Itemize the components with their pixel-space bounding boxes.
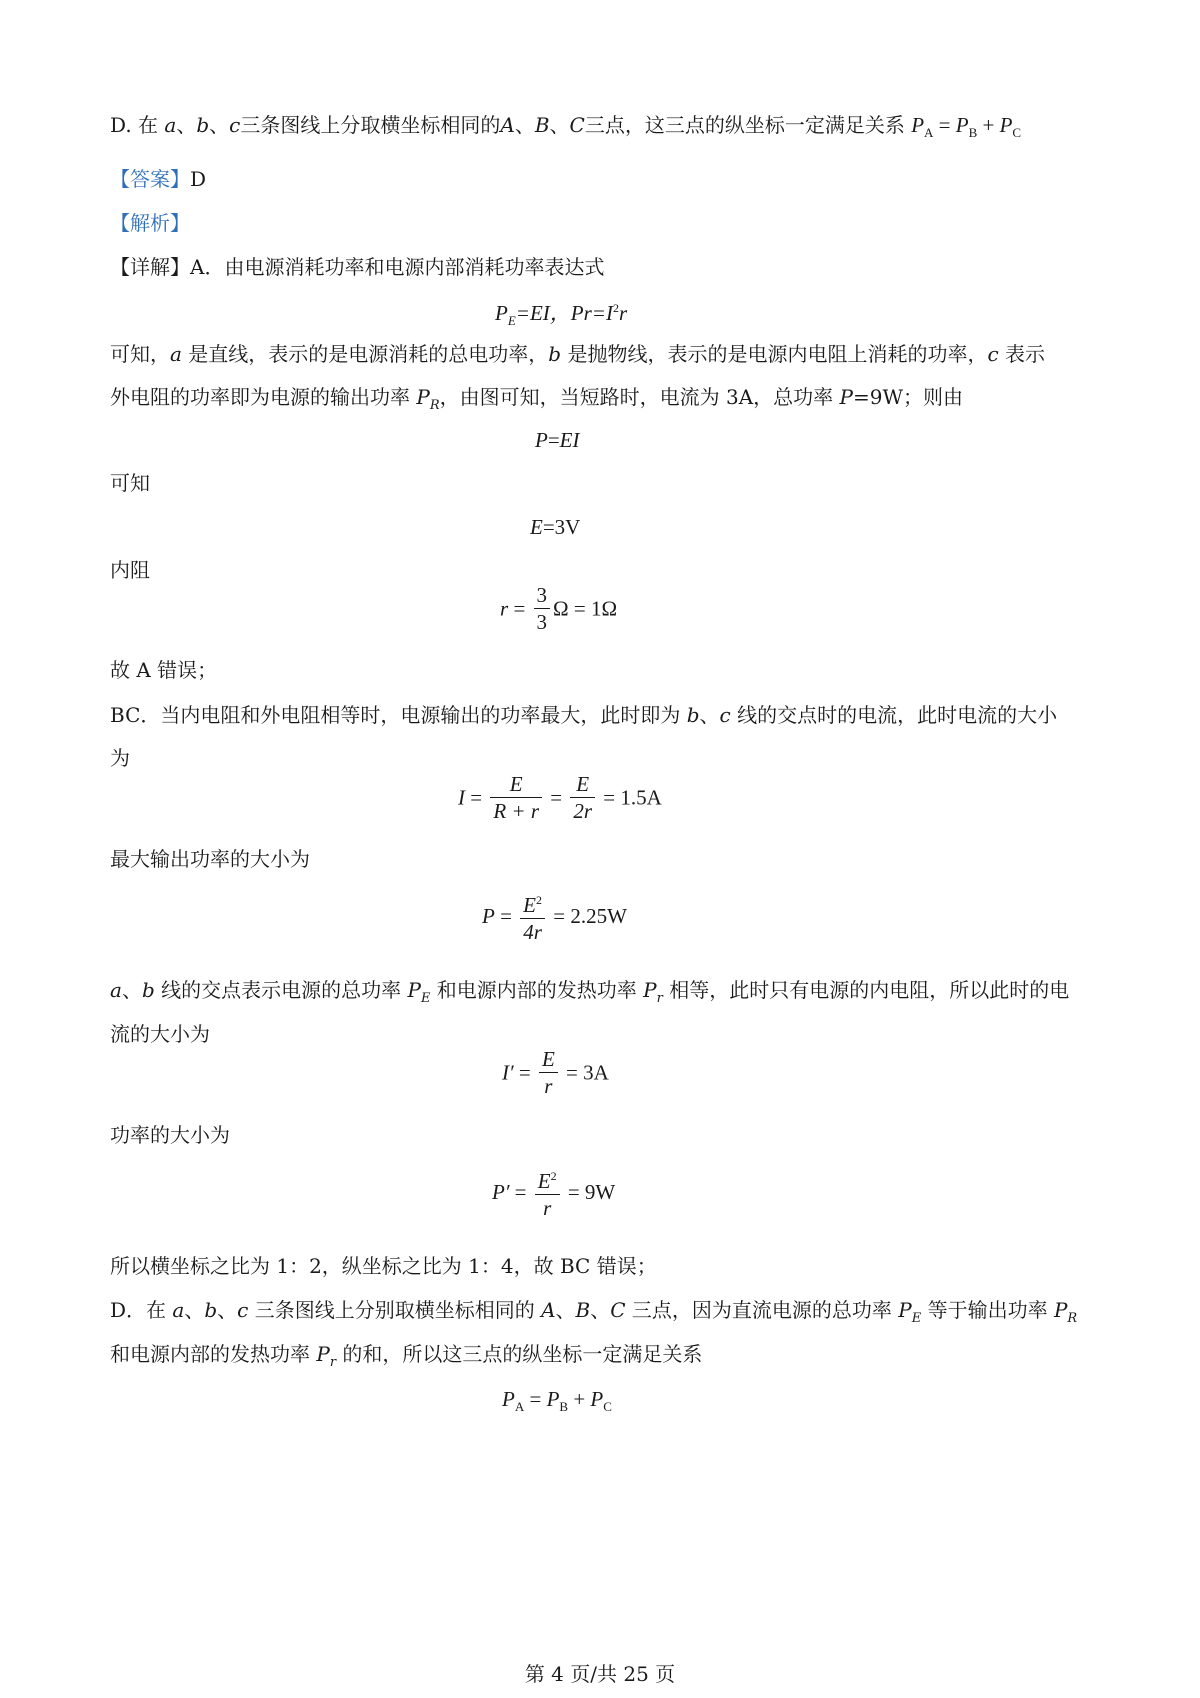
paragraph-bc-line-2: 为 <box>110 746 130 770</box>
option-d-line: D. 在 a、b、c三条图线上分取横坐标相同的A、B、C三点，这三点的纵坐标一定满足关系 $P_A = P_B + P_C$ <box>110 113 1022 140</box>
answer-tag: 【答案】 <box>110 167 190 191</box>
equation-power-sum: $P_A = P_B + P_C$ <box>502 1387 612 1414</box>
equation-internal-resistance: r = $\frac{3}{3}$ Ω = 1Ω <box>500 583 618 634</box>
text-ratio: 所以横坐标之比为 1：2，纵坐标之比为 1：4，故 BC 错误； <box>110 1254 657 1278</box>
option-d-formula: $P_A = P_B + P_C$ <box>911 113 1022 140</box>
paragraph-d-line-1: D．在 a、b、c 三条图线上分别取横坐标相同的 A、B、C 三点，因为直流电源的总功率 $P_E$ 等于输出功率 $P_R$ <box>110 1298 1078 1326</box>
detail-tag: 【详解】 <box>110 255 190 279</box>
paragraph-a-line-2: 外电阻的功率即为电源的输出功率 $P_R$，由图可知，当短路时，电流为 3A，总功率 P=9W；则由 <box>110 385 964 413</box>
text-kezhi: 可知 <box>110 471 150 495</box>
analysis-tag: 【解析】 <box>110 211 190 235</box>
paragraph-ab-line-2: 流的大小为 <box>110 1022 210 1046</box>
analysis-line <box>110 210 190 236</box>
text-neizu: 内阻 <box>110 558 150 582</box>
equation-p-ei: P=EI <box>535 428 580 452</box>
paragraph-bc-line-1: BC．当内电阻和外电阻相等时，电源输出的功率最大，此时即为 b、c 线的交点时的电流，此时电流的大小 <box>110 703 1058 727</box>
paragraph-ab-line-1: a、b 线的交点表示电源的总功率 $P_E$ 和电源内部的发热功率 $P_r$ 相等，此时只有电源的内电阻，所以此时的电 <box>110 978 1070 1006</box>
text-a-wrong: 故 A 错误； <box>110 658 218 682</box>
paragraph-a-line-1: 可知，a 是直线，表示的是电源消耗的总电功率，b 是抛物线，表示的是电源内电阻上消耗的功率，c 表示 <box>110 342 1046 366</box>
equation-power-expressions: $P_E=EI$，$Pr=I^2r$ <box>495 301 628 328</box>
text-max-output: 最大输出功率的大小为 <box>110 847 310 871</box>
answer-line <box>110 166 206 192</box>
page-footer: 第 4 页/共 25 页 <box>524 1662 676 1686</box>
equation-current-max-power: I = $\frac{E}{R + r}$ = $\frac{E}{2r}$ = 1.5A <box>458 772 662 823</box>
paragraph-d-line-2: 和电源内部的发热功率 $P_r$ 的和，所以这三点的纵坐标一定满足关系 <box>110 1342 703 1370</box>
equation-short-current: I′ = $\frac{E}{r}$ = 3A <box>502 1047 609 1098</box>
answer-value: D <box>190 167 207 191</box>
text-power-size: 功率的大小为 <box>110 1123 230 1147</box>
detail-intro: 【详解】A．由电源消耗功率和电源内部消耗功率表达式 <box>110 255 605 279</box>
equation-emf: E=3V <box>530 515 581 539</box>
equation-max-power: P = $\frac{E^2}{4r}$ = 2.25W <box>482 887 627 945</box>
equation-short-power: P′ = $\frac{E^2}{r}$ = 9W <box>492 1163 615 1221</box>
